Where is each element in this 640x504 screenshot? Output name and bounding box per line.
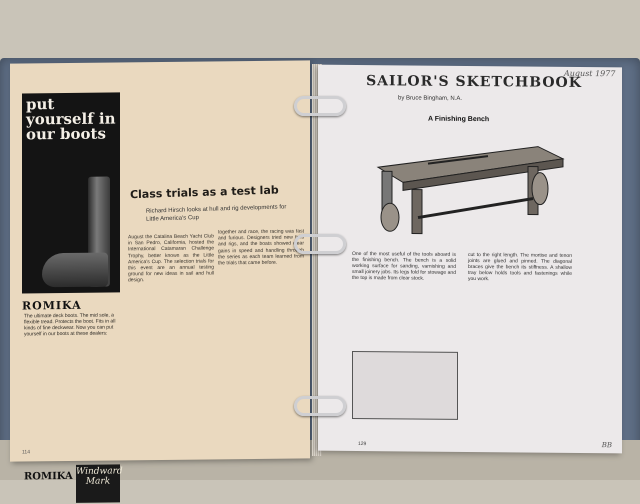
article-subtitle-right: A Finishing Bench [428,115,490,124]
byline: by Bruce Bingham, N.A. [398,95,463,102]
binder-ring-bottom [294,396,346,416]
ad-headline: put yourself in our boots [26,95,116,144]
article-column-1: August the Catalina Beach Yacht Club in San Pedro, California, hosted the International Catamaran Challenge Trophy, better known as the Little America's Cup. The selection trials for this event are an annual testing ground for new ideas in sail and hull design. [128,233,214,284]
sketchbook-title: SAILOR'S SKETCHBOOK [366,73,582,91]
binder-ring-top [294,96,346,116]
handwritten-initials: BB [601,441,612,450]
left-page [10,60,310,487]
page-number-right: 129 [358,441,367,448]
sketchbook-column-2: cut to the right length. The mortise and tenon joints are glued and pinned. The diagonal braces give the bench its stiffness. A shallow tray below holds tools and fastenings while you work. [468,251,572,283]
article-title: Class trials as a test lab [129,183,279,202]
binder-ring-middle [294,234,346,254]
ad-black-panel [22,92,120,293]
finishing-bench-illustration [368,127,568,249]
windward-mark-logo: Windward Mark [76,464,120,502]
handwritten-date: August 1977 [564,68,616,79]
article-column-2: together and race, the racing was fast and furious. Designers tried new foils and rigs, and the boats showed clear gains in speed and handling through the series as each team learned from the trials that came before. [218,228,304,267]
boot-advertisement [22,86,123,487]
sketchbook-column-1: One of the most useful of the tools aboard is the finishing bench. The bench is a solid working surface for sanding, varnishing and small joinery jobs. Its legs fold for stowage and the top is made from clear stock. [352,250,456,282]
ad-brand-bottom: ROMIKA [24,470,73,483]
figure-box [352,351,458,420]
ad-brand: ROMIKA [22,298,82,313]
ad-body-text: The ultimate deck boots. The mid sole, a flexible tread. Protects the boot. Fits in all kinds of fine deckwear. Now you can put yourself in our boots at these dealers: [24,312,116,338]
boot-foot-image [42,253,108,288]
right-page [318,65,622,454]
page-number-left: 114 [22,449,30,456]
article-subtitle: Richard Hirsch looks at hull and rig developments for Little America's Cup [145,204,287,223]
